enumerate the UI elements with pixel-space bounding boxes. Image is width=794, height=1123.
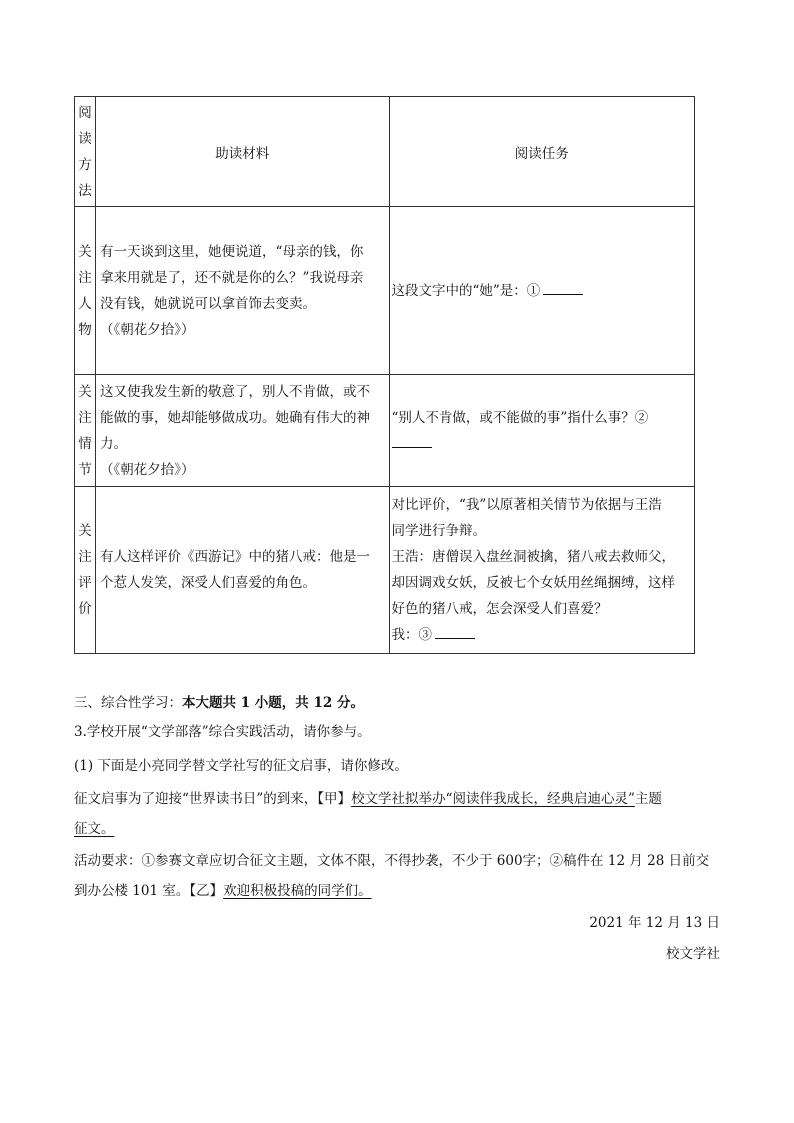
table-row (75, 207, 695, 375)
header-method-cell: 阅 读 方 法 (75, 97, 96, 207)
section-heading: 三、综合性学习：本大题共 1 小题，共 12 分。 (74, 695, 364, 711)
answer-blank[interactable] (435, 624, 475, 639)
notice-line-1: 征文启事为了迎接“世界读书日”的到来，【甲】校文学社拟举办“阅读伴我成长，经典启迪心灵”主题 (74, 791, 662, 807)
notice-date: 2021 年 12 月 13 日 (589, 915, 720, 931)
method-cell-person: 关 注 人 物 (75, 207, 96, 375)
task-cell: 对比评价，“我”以原著相关情节为依据与王浩 同学进行争辩。 王浩：唐僧误入盘丝洞被擒，猪八戒去救师父， 却因调戏女妖，反被七个女妖用丝绳捆缚，这样 好色的猪八戒，怎会深受人们喜爱？ 我：③ (389, 487, 695, 654)
table-row (75, 375, 695, 487)
reading-method-table (74, 96, 695, 654)
table-row (75, 487, 695, 654)
answer-blank[interactable] (543, 280, 583, 295)
notice-signature: 校文学社 (666, 946, 720, 962)
header-task: 阅读任务 (389, 97, 695, 207)
task-cell: 这段文字中的“她”是：① (389, 207, 695, 375)
material-cell: 有人这样评价《西游记》中的猪八戒：他是一 个惹人发笑，深受人们喜爱的角色。 (96, 487, 389, 654)
question-3: 3.学校开展“文学部落”综合实践活动，请你参与。 (74, 724, 371, 740)
material-cell: 这又使我发生新的敬意了，别人不肯做，或不 能做的事，她却能够做成功。她确有伟大的神 力。 （《朝花夕拾》） (96, 375, 389, 487)
method-cell-evaluation: 关 注 评 价 (75, 487, 96, 654)
material-cell: 有一天谈到这里，她便说道，“母亲的钱，你 拿来用就是了，还不就是你的么？”我说母亲 没有钱，她就说可以拿首饰去变卖。 （《朝花夕拾》） (96, 207, 389, 375)
table-header-row (75, 97, 695, 207)
method-cell-plot: 关 注 情 节 (75, 375, 96, 487)
requirements-line-1: 活动要求：①参赛文章应切合征文主题，文体不限，不得抄袭，不少于 600字；②稿件在 12 月 28 日前交 (74, 853, 710, 869)
task-cell: “别人不肯做，或不能做的事”指什么事？② (389, 375, 695, 487)
question-3-1: (1) 下面是小亮同学替文学社写的征文启事，请你修改。 (74, 758, 408, 774)
requirements-line-2: 到办公楼 101 室。【乙】欢迎积极投稿的同学们。 (74, 883, 372, 899)
notice-line-2: 征文。 (74, 821, 115, 837)
answer-blank[interactable] (392, 433, 432, 448)
header-material: 助读材料 (96, 97, 389, 207)
